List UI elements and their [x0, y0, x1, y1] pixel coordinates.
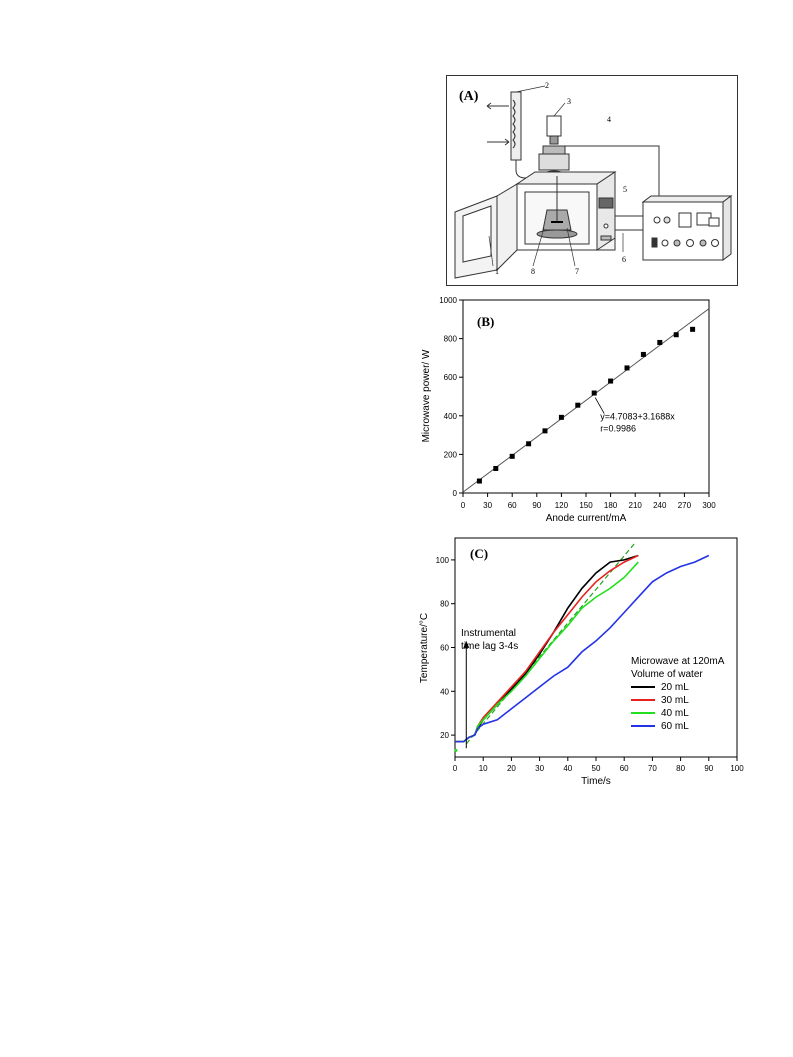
- part-number-6: 6: [622, 255, 626, 264]
- x-tick-label: 30: [535, 764, 545, 773]
- x-tick-label: 90: [532, 501, 542, 510]
- x-tick-label: 270: [677, 501, 692, 510]
- data-point: [477, 479, 482, 484]
- x-tick-label: 60: [619, 764, 629, 773]
- legend-entry: 30 mL: [661, 695, 689, 706]
- chart-b-container: [415, 288, 735, 531]
- x-tick-label: 90: [704, 764, 714, 773]
- y-axis-label: Microwave power/ W: [421, 349, 432, 443]
- power-vs-current-chart: [415, 288, 735, 526]
- y-tick-label: 600: [443, 373, 457, 383]
- apparatus-schematic-panel: [446, 75, 738, 286]
- data-point: [559, 415, 564, 420]
- data-point: [493, 466, 498, 471]
- part-number-7: 7: [575, 267, 579, 276]
- x-tick-label: 10: [478, 764, 488, 773]
- x-tick-label: 150: [579, 501, 593, 510]
- legend-entry: 60 mL: [661, 721, 689, 732]
- part-number-1: 1: [495, 267, 499, 276]
- data-point: [625, 365, 630, 370]
- chart-c-container: [415, 528, 755, 793]
- x-tick-label: 0: [452, 764, 458, 773]
- x-tick-label: 60: [507, 501, 517, 510]
- data-point: [608, 379, 613, 384]
- control-unit-illustration: [615, 196, 731, 260]
- fit-line: [463, 309, 709, 492]
- legend: [631, 656, 725, 732]
- microwave-apparatus-diagram: [447, 76, 737, 285]
- y-tick-label: 40: [440, 687, 449, 697]
- y-tick-label: 20: [440, 731, 449, 741]
- data-point: [592, 391, 597, 396]
- x-tick-label: 240: [653, 501, 667, 510]
- x-axis-label: Anode current/mA: [545, 513, 627, 524]
- y-tick-label: 100: [435, 555, 449, 565]
- time-lag-label-line1: Instrumental: [461, 628, 517, 639]
- data-point: [526, 441, 531, 446]
- temperature-vs-time-chart: [415, 528, 755, 788]
- correlation-label: r=0.9986: [600, 423, 636, 434]
- legend-title-line2: Volume of water: [631, 669, 703, 680]
- x-axis-label: Time/s: [581, 776, 611, 787]
- y-tick-label: 400: [443, 411, 457, 421]
- data-point: [641, 352, 646, 357]
- x-tick-label: 210: [628, 501, 642, 510]
- panel-a-label: (A): [459, 89, 479, 104]
- x-tick-label: 20: [506, 764, 516, 773]
- legend-entry: 40 mL: [661, 708, 689, 719]
- start-marker: [455, 749, 458, 752]
- fit-equation-label: y=4.7083+3.1688x: [600, 411, 675, 422]
- x-tick-label: 70: [647, 764, 657, 773]
- x-tick-label: 80: [676, 764, 686, 773]
- y-axis-label: Temperature/°C: [419, 612, 430, 684]
- x-tick-label: 0: [460, 501, 466, 510]
- data-point: [543, 428, 548, 433]
- x-tick-label: 30: [483, 501, 493, 510]
- data-point: [575, 403, 580, 408]
- data-point: [690, 327, 695, 332]
- panel-c-label: (C): [470, 546, 489, 561]
- y-tick-label: 80: [440, 599, 449, 609]
- legend-title-line1: Microwave at 120mA: [631, 656, 725, 667]
- microwave-oven-illustration: [455, 172, 615, 278]
- y-tick-label: 800: [443, 334, 457, 344]
- legend-entry: 20 mL: [661, 682, 689, 693]
- x-tick-label: 50: [591, 764, 601, 773]
- time-lag-label-line2: time lag 3-4s: [461, 641, 519, 652]
- y-tick-label: 200: [443, 450, 457, 460]
- x-tick-label: 100: [730, 764, 744, 773]
- data-point: [674, 332, 679, 337]
- part-number-3: 3: [567, 97, 571, 106]
- y-tick-label: 60: [440, 643, 449, 653]
- part-number-2: 2: [545, 81, 549, 90]
- x-tick-label: 180: [603, 501, 618, 510]
- panel-b-label: (B): [477, 314, 495, 329]
- x-tick-label: 40: [563, 764, 573, 773]
- data-point: [657, 340, 662, 345]
- part-number-5: 5: [623, 185, 627, 194]
- x-tick-label: 300: [702, 501, 716, 510]
- y-tick-label: 0: [452, 489, 457, 498]
- data-point: [510, 454, 515, 459]
- part-number-4: 4: [607, 115, 611, 124]
- part-number-8: 8: [531, 267, 535, 276]
- x-tick-label: 120: [554, 501, 569, 510]
- y-tick-label: 1000: [439, 296, 457, 305]
